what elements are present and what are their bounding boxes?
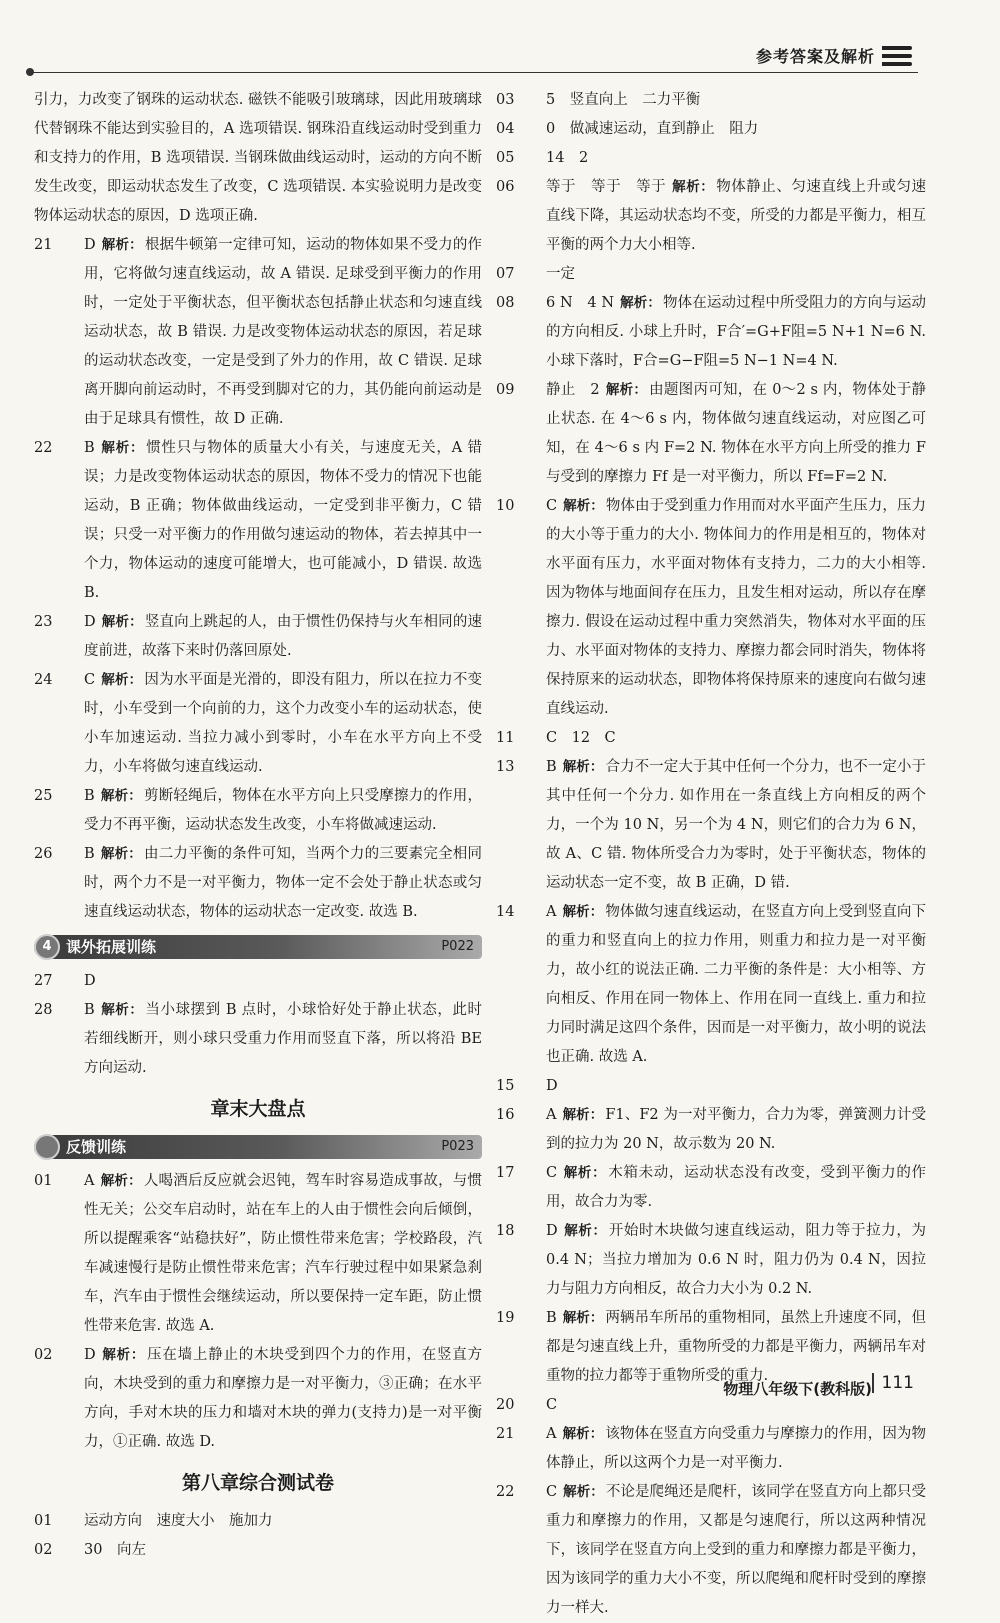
section-page-ref: P022 bbox=[441, 939, 474, 954]
question-number: 08 bbox=[496, 295, 515, 311]
question-number: 01 bbox=[34, 1513, 53, 1529]
answer-item bbox=[496, 724, 926, 753]
book-logo-icon bbox=[882, 46, 912, 72]
answer-item bbox=[34, 782, 482, 840]
analysis-label: 解析： bbox=[100, 440, 145, 456]
footer-book-label: 物理八年级下(教科版) bbox=[723, 1380, 872, 1398]
answer: C bbox=[546, 1165, 558, 1181]
answer-item bbox=[34, 666, 482, 782]
analysis-label: 解析： bbox=[562, 759, 604, 775]
left-column bbox=[34, 86, 482, 1565]
answer-item bbox=[496, 898, 926, 1072]
answer-item bbox=[34, 1507, 482, 1536]
answer: A bbox=[546, 1107, 557, 1123]
answer-item bbox=[496, 376, 926, 492]
analysis-text: 物体静止、匀速直线上升或匀速直线下降，其运动状态均不变，所受的力都是平衡力，相互平衡的两个力大小相等. bbox=[546, 179, 927, 253]
question-number: 27 bbox=[34, 973, 53, 989]
answer: 0 做减速运动，直到静止 阻力 bbox=[546, 121, 759, 137]
question-number: 04 bbox=[496, 121, 515, 137]
question-number: 02 bbox=[34, 1542, 53, 1558]
answer-item bbox=[34, 231, 482, 434]
analysis-text: 人喝酒后反应就会迟钝，驾车时容易造成事故，与惯性无关；公交车启动时，站在车上的人由于惯性会向后倾倒，所以提醒乘客“站稳扶好”，防止惯性带来危害；学校路段，汽车减速慢行是防止惯性带来危害；汽车行驶过程中如果紧急刹车，汽车由于惯性会继续运动，所以要保持一定车距，防止惯性带来危害. 故选 A. bbox=[84, 1173, 483, 1334]
answer: 等于 等于 等于 bbox=[546, 179, 667, 195]
analysis-text: 木箱未动，运动状态没有改变，受到平衡力的作用，故合力为零. bbox=[546, 1165, 927, 1210]
analysis-label: 解析： bbox=[672, 179, 715, 195]
answer: D bbox=[84, 614, 96, 630]
question-number: 06 bbox=[496, 179, 515, 195]
question-number: 24 bbox=[34, 672, 53, 688]
answer-item bbox=[496, 86, 926, 115]
analysis-label: 解析： bbox=[101, 614, 143, 630]
question-number: 16 bbox=[496, 1107, 515, 1123]
analysis-label: 解析： bbox=[562, 904, 604, 920]
section-title: 反馈训练 bbox=[66, 1138, 127, 1156]
answer-item bbox=[496, 1217, 926, 1304]
answer: 6 N 4 N bbox=[546, 295, 615, 311]
analysis-text: 物体在运动过程中所受阻力的方向与运动的方向相反. 小球上升时，F合′=G+F阻=5 N+1 N=6 N. 小球下落时，F合=G−F阻=5 N−1 N=4 N. bbox=[546, 295, 927, 369]
analysis-text: 因为水平面是光滑的，即没有阻力，所以在拉力不变时，小车受到一个向前的力，这个力改变小车的运动状态，使小车加速运动. 当拉力减小到零时，小车在水平方向上不受力，小车将做匀速直线运动. bbox=[84, 672, 483, 775]
analysis-text: 开始时木块做匀速直线运动，阻力等于拉力，为 0.4 N；当拉力增加为 0.6 N 时，阻力仍为 0.4 N，因拉力与阻力方向相反，故合力大小为 0.2 N. bbox=[546, 1223, 927, 1297]
answer: C 12 C bbox=[546, 730, 616, 746]
answer: B bbox=[546, 759, 557, 775]
question-number: 21 bbox=[34, 237, 53, 253]
chapter-test-heading: 第八章综合测试卷 bbox=[181, 1472, 334, 1494]
analysis-label: 解析： bbox=[101, 1347, 146, 1363]
question-number: 11 bbox=[496, 730, 515, 746]
answer-item bbox=[496, 1101, 926, 1159]
section-title: 课外拓展训练 bbox=[66, 938, 157, 956]
question-number: 20 bbox=[496, 1397, 515, 1413]
section-bar-feedback bbox=[34, 1135, 482, 1159]
answer: B bbox=[84, 846, 95, 862]
answer: 运动方向 速度大小 施加力 bbox=[84, 1513, 273, 1529]
analysis-label: 解析： bbox=[101, 672, 143, 688]
answer: D bbox=[84, 237, 96, 253]
question-number: 15 bbox=[496, 1078, 515, 1094]
analysis-text: F1、F2 为一对平衡力，合力为零，弹簧测力计受到的拉力为 20 N，故示数为 20 N. bbox=[546, 1107, 926, 1152]
answer: 30 向左 bbox=[84, 1542, 146, 1558]
analysis-text: 合力不一定大于其中任何一个分力，也不一定小于其中任何一个分力. 如作用在一条直线上方向相反的两个力，一个为 10 N，另一个为 4 N，则它们的合力为 6 N，故 A、C 错. 物体所受合力为零时，处于平衡状态，物体的运动状态一定不变，故 B 正确，D 错. bbox=[546, 759, 926, 891]
analysis-label: 解析： bbox=[563, 498, 604, 514]
analysis-text: 物体做匀速直线运动，在竖直方向上受到竖直向下的重力和竖直向上的拉力作用，则重力和拉力是一对平衡力，故小红的说法正确. 二力平衡的条件是：大小相等、方向相反、作用在同一物体上、作用在同一直线上. 重力和拉力同时满足这四个条件，因而是一对平衡力，故小明的说法也正确. 故选 A. bbox=[546, 904, 927, 1065]
answer-list bbox=[34, 1167, 482, 1457]
analysis-label: 解析： bbox=[562, 1107, 604, 1123]
question-number: 10 bbox=[496, 498, 515, 514]
analysis-text: 根据牛顿第一定律可知，运动的物体如果不受力的作用，它将做匀速直线运动，故 A 错误. 足球受到平衡力的作用时，一定处于平衡状态，但平衡状态包括静止状态和匀速直线运动状态，故 B 错误. 力是改变物体运动状态的原因，若足球的运动状态改变，一定是受到了外力的作用，故 C 错误. 足球离开脚向前运动时，不再受到脚对它的力，其仍能向前运动是由于足球具有惯性，故 D 正确. bbox=[84, 237, 482, 427]
question-number: 07 bbox=[496, 266, 515, 282]
answer-item bbox=[496, 260, 926, 289]
answer: D bbox=[546, 1223, 558, 1239]
answer: A bbox=[84, 1173, 95, 1189]
answer: 静止 2 bbox=[546, 382, 600, 398]
question-number: 01 bbox=[34, 1173, 53, 1189]
analysis-text: 由题图丙可知，在 0～2 s 内，物体处于静止状态. 在 4～6 s 内，物体做匀速直线运动，对应图乙可知，在 4～6 s 内 F=2 N. 物体在水平方向上所受的推力 F 与受到的摩擦力 Ff 是一对平衡力，所以 Ff=F=2 N. bbox=[546, 382, 927, 485]
analysis-text: 当小球摆到 B 点时，小球恰好处于静止状态，此时若细线断开，则小球只受重力作用而竖直下落，所以将沿 BE 方向运动. bbox=[84, 1002, 483, 1076]
analysis-label: 解析： bbox=[100, 1173, 142, 1189]
answer: C bbox=[546, 1484, 558, 1500]
question-number: 17 bbox=[496, 1165, 515, 1181]
section-bar-extension bbox=[34, 935, 482, 959]
question-number: 18 bbox=[496, 1223, 515, 1239]
answer-item bbox=[496, 1072, 926, 1101]
answer: 一定 bbox=[546, 266, 575, 282]
question-number: 14 bbox=[496, 904, 515, 920]
answer-item bbox=[34, 1167, 482, 1341]
answer: A bbox=[546, 904, 557, 920]
analysis-text: 由二力平衡的条件可知，当两个力的三要素完全相同时，两个力不是一对平衡力，物体一定不会处于静止状态或匀速直线运动状态，物体的运动状态一定改变. 故选 B. bbox=[84, 846, 483, 920]
section-page-ref: P023 bbox=[441, 1139, 474, 1154]
answer: B bbox=[84, 788, 95, 804]
answer-item bbox=[496, 289, 926, 376]
answer-item bbox=[496, 173, 926, 260]
section-badge bbox=[34, 1134, 60, 1160]
answer: C bbox=[546, 1397, 558, 1413]
answer: C bbox=[546, 498, 558, 514]
page-header bbox=[0, 0, 1000, 80]
answer-item bbox=[34, 1536, 482, 1565]
question-number: 22 bbox=[496, 1484, 515, 1500]
analysis-text: 物体由于受到重力作用而对水平面产生压力，压力的大小等于重力的大小. 物体间力的作用是相互的，物体对水平面有压力，水平面对物体有支持力，二力的大小相等. 因为物体与地面间存在压力，且发生相对运动，所以存在摩擦力. 假设在运动过程中重力突然消失，物体对水平面的压力、水平面对物体的支持力、摩擦力都会同时消失，物体将保持原来的运动状态，即物体将保持原来的速度向右做匀速直线运动. bbox=[546, 498, 927, 717]
answer-list bbox=[34, 1507, 482, 1565]
analysis-text: 竖直向上跳起的人，由于惯性仍保持与火车相同的速度前进，故落下来时仍落回原处. bbox=[84, 614, 482, 659]
answer-list bbox=[34, 967, 482, 1083]
answer: B bbox=[84, 1002, 95, 1018]
answer-item bbox=[496, 753, 926, 898]
answer-item bbox=[496, 1420, 926, 1478]
analysis-label: 解析： bbox=[100, 788, 142, 804]
answer-item bbox=[496, 492, 926, 724]
question-number: 09 bbox=[496, 382, 515, 398]
answer-item bbox=[34, 996, 482, 1083]
analysis-label: 解析： bbox=[100, 846, 142, 862]
answer-item bbox=[34, 434, 482, 608]
answer: 5 竖直向上 二力平衡 bbox=[546, 92, 701, 108]
answer-item bbox=[34, 967, 482, 996]
analysis-label: 解析： bbox=[562, 1310, 604, 1326]
question-number: 13 bbox=[496, 759, 515, 775]
analysis-label: 解析： bbox=[101, 237, 143, 253]
continued-text: 引力，力改变了钢珠的运动状态. 磁铁不能吸引玻璃球，因此用玻璃球代替钢珠不能达到实验目的，A 选项错误. 钢珠沿直线运动时受到重力和支持力的作用，B 选项错误. 当钢珠做曲线运动时，运动的方向不断发生改变，即运动状态发生了改变，C 选项错误. 本实验说明力是改变物体运动状态的原因，D 选项正确. bbox=[34, 92, 482, 224]
answer-item bbox=[34, 840, 482, 927]
analysis-label: 解析： bbox=[100, 1002, 144, 1018]
question-number: 19 bbox=[496, 1310, 515, 1326]
answer-item bbox=[496, 1478, 926, 1623]
answer-item bbox=[34, 608, 482, 666]
analysis-text: 两辆吊车所吊的重物相同，虽然上升速度不同，但都是匀速直线上升，重物所受的力都是平衡力，两辆吊车对重物的拉力都等于重物所受的重力. bbox=[546, 1310, 926, 1384]
analysis-label: 解析： bbox=[605, 382, 648, 398]
answer: B bbox=[546, 1310, 557, 1326]
section-badge: 4 bbox=[34, 934, 60, 960]
page-number: 111 bbox=[872, 1373, 914, 1393]
question-number: 26 bbox=[34, 846, 53, 862]
question-number: 23 bbox=[34, 614, 53, 630]
answer-item bbox=[34, 1341, 482, 1457]
analysis-label: 解析： bbox=[562, 1426, 604, 1442]
analysis-text: 惯性只与物体的质量大小有关，与速度无关，A 错误；力是改变物体运动状态的原因，物体不受力的情况下也能运动，B 正确；物体做曲线运动，一定受到非平衡力，C 错误；只受一对平衡力的作用做匀速运动的物体，若去掉其中一个力，物体运动的速度可能增大，也可能减小，D 错误. 故选 B. bbox=[84, 440, 482, 601]
answer-item bbox=[496, 144, 926, 173]
analysis-label: 解析： bbox=[563, 1484, 604, 1500]
question-number: 25 bbox=[34, 788, 53, 804]
analysis-label: 解析： bbox=[620, 295, 662, 311]
answer: D bbox=[546, 1078, 558, 1094]
question-number: 28 bbox=[34, 1002, 53, 1018]
question-number: 21 bbox=[496, 1426, 515, 1442]
answer: D bbox=[84, 973, 96, 989]
header-title: 参考答案及解析 bbox=[755, 47, 875, 66]
question-number: 22 bbox=[34, 440, 53, 456]
answer: B bbox=[84, 440, 95, 456]
analysis-text: 压在墙上静止的木块受到四个力的作用，在竖直方向，木块受到的重力和摩擦力是一对平衡力，③正确；在水平方向，手对木块的压力和墙对木块的弹力(支持力)是一对平衡力，①正确. 故选 D. bbox=[84, 1347, 483, 1450]
question-number: 02 bbox=[34, 1347, 53, 1363]
analysis-text: 不论是爬绳还是爬杆，该同学在竖直方向上都只受重力和摩擦力的作用，又都是匀速爬行，所以这两种情况下，该同学在竖直方向上受到的重力和摩擦力都是平衡力，因为该同学的重力大小不变，所以爬绳和爬杆时受到的摩擦力一样大. bbox=[546, 1484, 927, 1616]
header-rule bbox=[30, 72, 918, 73]
answer-list bbox=[34, 231, 482, 927]
analysis-label: 解析： bbox=[563, 1165, 607, 1181]
chapter-review-heading: 章末大盘点 bbox=[210, 1098, 306, 1120]
question-number: 05 bbox=[496, 150, 515, 166]
analysis-text: 剪断轻绳后，物体在水平方向上只受摩擦力的作用，受力不再平衡，运动状态发生改变，小车将做减速运动. bbox=[84, 788, 483, 833]
answer: A bbox=[546, 1426, 557, 1442]
answer: C bbox=[84, 672, 96, 688]
answer-item bbox=[496, 115, 926, 144]
question-number: 03 bbox=[496, 92, 515, 108]
analysis-text: 该物体在竖直方向受重力与摩擦力的作用，因为物体静止，所以这两个力是一对平衡力. bbox=[546, 1426, 927, 1471]
answer: 14 2 bbox=[546, 150, 589, 166]
answer: D bbox=[84, 1347, 96, 1363]
analysis-label: 解析： bbox=[563, 1223, 607, 1239]
answer-item bbox=[496, 1159, 926, 1217]
